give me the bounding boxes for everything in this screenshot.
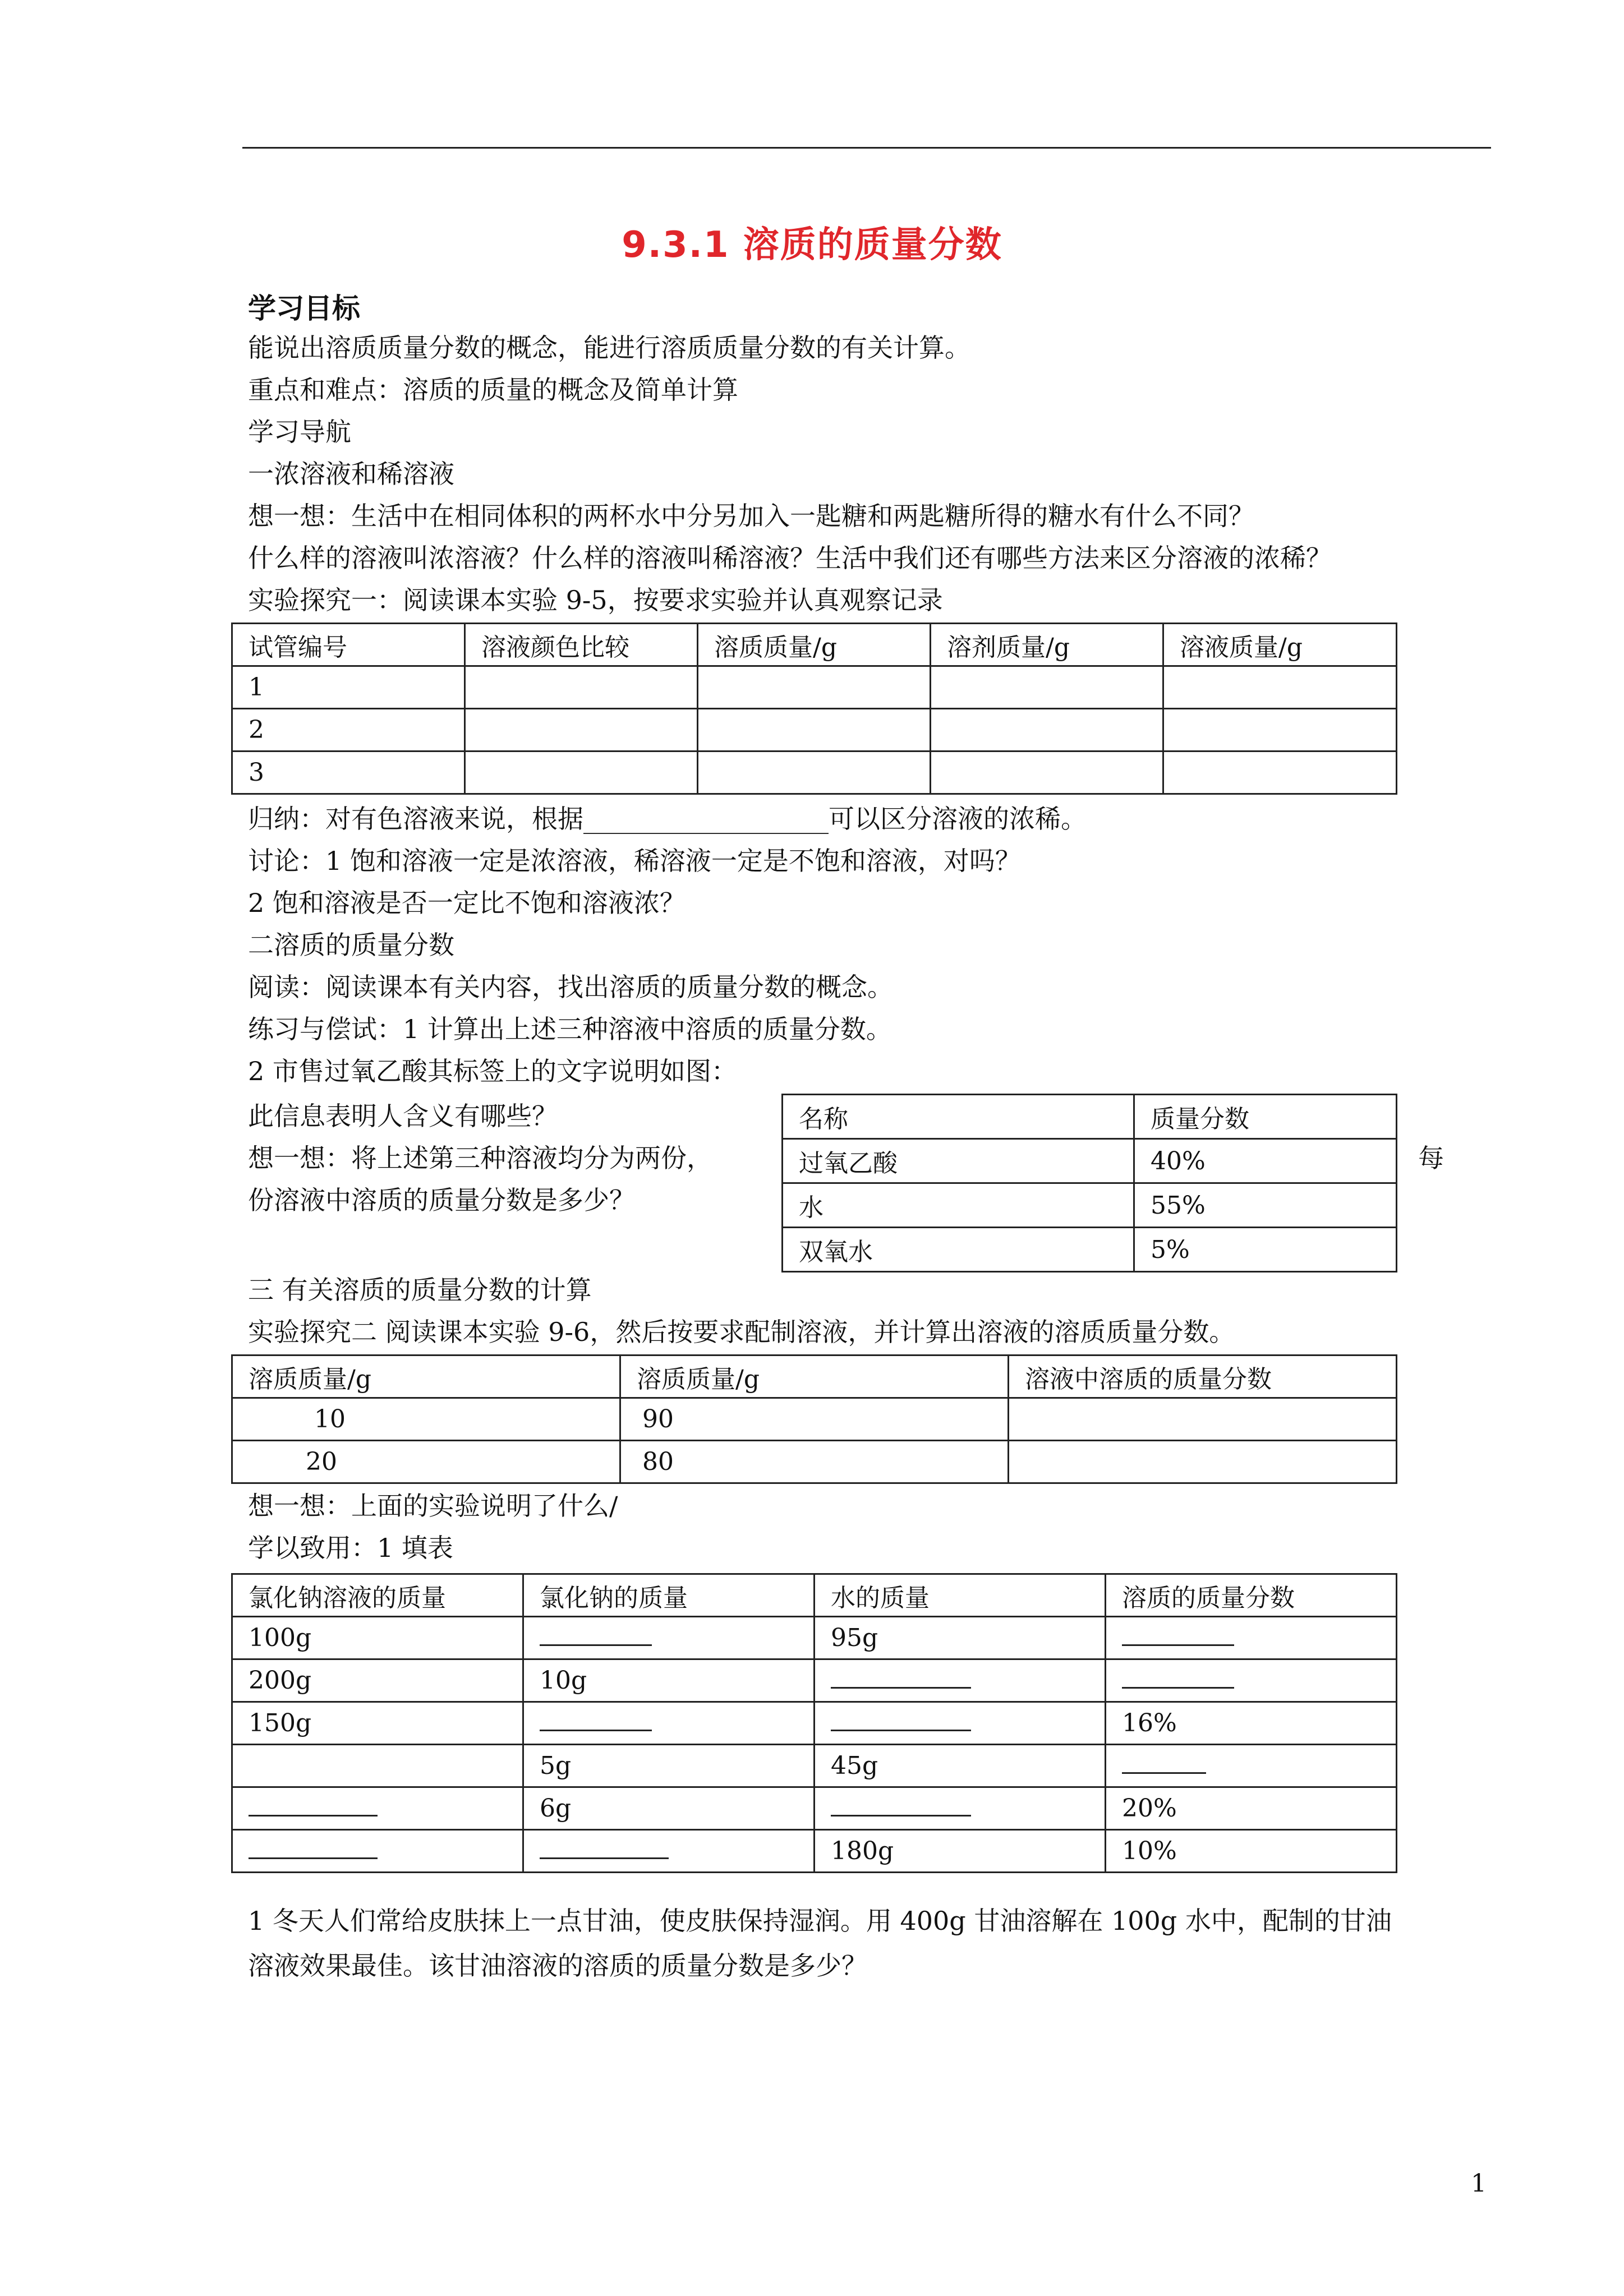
table-header-row bbox=[232, 1574, 1397, 1617]
table-header-cell: 溶质质量/g bbox=[698, 624, 931, 666]
blank-cell[interactable] bbox=[523, 1617, 815, 1659]
table-row bbox=[232, 1787, 1397, 1830]
table-header-cell: 名称 bbox=[783, 1095, 1134, 1139]
text-guide: 学习导航 bbox=[248, 417, 351, 447]
table-cell: 55% bbox=[1134, 1183, 1397, 1228]
blank-cell[interactable] bbox=[1106, 1659, 1397, 1702]
table-cell: 2 bbox=[232, 709, 465, 751]
table-row bbox=[783, 1228, 1397, 1272]
table-row bbox=[232, 1830, 1397, 1873]
label-table bbox=[781, 1094, 1397, 1273]
text-label-question-2: 此信息表明人含义有哪些？ bbox=[248, 1101, 558, 1131]
experiment-1-table bbox=[231, 623, 1397, 795]
table-cell: 80 bbox=[620, 1441, 1009, 1483]
table-row bbox=[783, 1139, 1397, 1183]
table-cell[interactable] bbox=[698, 709, 931, 751]
text-practice: 练习与偿试：1 计算出上述三种溶液中溶质的质量分数。 bbox=[248, 1014, 892, 1044]
table-cell[interactable] bbox=[1163, 666, 1397, 709]
text-problem-1a: 1 冬天人们常给皮肤抹上一点甘油，使皮肤保持湿润。用 400g 甘油溶解在 100g 水中，配制的甘油 bbox=[248, 1906, 1392, 1936]
table-cell: 5g bbox=[523, 1745, 815, 1787]
table-cell: 16% bbox=[1106, 1702, 1397, 1745]
header-rule bbox=[242, 147, 1491, 149]
answer-blank[interactable] bbox=[249, 1795, 378, 1816]
text-think-2b: 份溶液中溶质的质量分数是多少？ bbox=[248, 1185, 635, 1215]
table-header-cell: 溶质质量/g bbox=[620, 1356, 1009, 1398]
text-problem-1b: 溶液效果最佳。该甘油溶液的溶质的质量分数是多少？ bbox=[248, 1951, 867, 1981]
table-cell: 200g bbox=[232, 1659, 523, 1702]
table-cell[interactable] bbox=[931, 709, 1163, 751]
table-cell: 10% bbox=[1106, 1830, 1397, 1873]
text-discussion-1: 讨论：1 饱和溶液一定是浓溶液，稀溶液一定是不饱和溶液，对吗？ bbox=[248, 846, 1021, 876]
table-row bbox=[232, 709, 1397, 751]
answer-blank[interactable] bbox=[540, 1837, 669, 1859]
blank-cell[interactable] bbox=[815, 1659, 1106, 1702]
table-row bbox=[232, 1398, 1397, 1441]
text-section-1: 一浓溶液和稀溶液 bbox=[248, 459, 454, 489]
summary-prefix: 归纳：对有色溶液来说，根据 bbox=[248, 804, 583, 834]
answer-blank[interactable] bbox=[1122, 1624, 1234, 1646]
table-cell: 100g bbox=[232, 1617, 523, 1659]
table-cell: 20 bbox=[232, 1441, 620, 1483]
summary-blank[interactable]: ___________________ bbox=[583, 804, 829, 834]
answer-blank[interactable] bbox=[540, 1709, 652, 1731]
table-cell: 20% bbox=[1106, 1787, 1397, 1830]
table-cell: 10 bbox=[232, 1398, 620, 1441]
table-cell: 过氧乙酸 bbox=[783, 1139, 1134, 1183]
table-cell[interactable] bbox=[931, 751, 1163, 794]
table-header-cell: 水的质量 bbox=[815, 1574, 1106, 1617]
table-cell[interactable] bbox=[1163, 709, 1397, 751]
text-think-1: 想一想：生活中在相同体积的两杯水中分另加入一匙糖和两匙糖所得的糖水有什么不同？ bbox=[248, 501, 1254, 531]
text-discussion-2: 2 饱和溶液是否一定比不饱和溶液浓？ bbox=[248, 888, 686, 918]
table-row bbox=[232, 1617, 1397, 1659]
text-think-2-each: 每 bbox=[1418, 1143, 1444, 1173]
text-read: 阅读：阅读课本有关内容，找出溶质的质量分数的概念。 bbox=[248, 972, 893, 1002]
table-cell: 40% bbox=[1134, 1139, 1397, 1183]
table-header-row bbox=[783, 1095, 1397, 1139]
text-experiment-1: 实验探究一：阅读课本实验 9-5，按要求实验并认真观察记录 bbox=[248, 585, 943, 615]
fill-in-table bbox=[231, 1573, 1397, 1873]
table-header-row bbox=[232, 624, 1397, 666]
text-apply: 学以致用：1 填表 bbox=[248, 1533, 453, 1563]
table-cell[interactable] bbox=[698, 751, 931, 794]
experiment-2-table bbox=[231, 1354, 1397, 1484]
blank-cell[interactable] bbox=[1106, 1745, 1397, 1787]
text-key-points: 重点和难点：溶质的质量的概念及简单计算 bbox=[248, 375, 738, 405]
table-cell: 3 bbox=[232, 751, 465, 794]
table-row bbox=[232, 1702, 1397, 1745]
answer-blank[interactable] bbox=[831, 1667, 971, 1689]
blank-cell[interactable] bbox=[232, 1787, 523, 1830]
table-cell: 90 bbox=[620, 1398, 1009, 1441]
table-header-row bbox=[232, 1356, 1397, 1398]
table-cell: 10g bbox=[523, 1659, 815, 1702]
blank-cell[interactable] bbox=[815, 1787, 1106, 1830]
answer-blank[interactable] bbox=[249, 1837, 378, 1859]
blank-cell[interactable] bbox=[523, 1702, 815, 1745]
blank-cell[interactable] bbox=[523, 1830, 815, 1873]
table-cell[interactable] bbox=[1009, 1441, 1397, 1483]
text-think-3: 想一想：上面的实验说明了什么/ bbox=[248, 1491, 618, 1521]
text-summary bbox=[248, 802, 1087, 836]
table-cell: 150g bbox=[232, 1702, 523, 1745]
table-header-cell: 氯化钠溶液的质量 bbox=[232, 1574, 523, 1617]
table-cell: 1 bbox=[232, 666, 465, 709]
table-row bbox=[232, 1441, 1397, 1483]
table-cell: 45g bbox=[815, 1745, 1106, 1787]
table-header-cell: 溶液颜色比较 bbox=[465, 624, 698, 666]
answer-blank[interactable] bbox=[1122, 1667, 1234, 1689]
table-cell[interactable] bbox=[465, 666, 698, 709]
page-number: 1 bbox=[1471, 2169, 1487, 2198]
table-cell: 180g bbox=[815, 1830, 1106, 1873]
table-cell[interactable] bbox=[465, 709, 698, 751]
table-cell: 双氧水 bbox=[783, 1228, 1134, 1272]
table-cell[interactable] bbox=[698, 666, 931, 709]
table-row bbox=[232, 1745, 1397, 1787]
table-row bbox=[232, 1659, 1397, 1702]
text-section-3: 三 有关溶质的质量分数的计算 bbox=[248, 1275, 592, 1305]
table-cell: 水 bbox=[783, 1183, 1134, 1228]
text-think-2a: 想一想：将上述第三种溶液均分为两份， bbox=[248, 1143, 712, 1173]
table-cell: 95g bbox=[815, 1617, 1106, 1659]
table-header-cell: 溶质的质量分数 bbox=[1106, 1574, 1397, 1617]
text-goal: 能说出溶质质量分数的概念，能进行溶质质量分数的有关计算。 bbox=[248, 333, 970, 363]
answer-blank[interactable] bbox=[1122, 1752, 1206, 1774]
table-row bbox=[783, 1183, 1397, 1228]
table-cell[interactable] bbox=[465, 751, 698, 794]
table-row bbox=[232, 666, 1397, 709]
blank-cell[interactable] bbox=[1106, 1617, 1397, 1659]
table-cell: 6g bbox=[523, 1787, 815, 1830]
table-row bbox=[232, 751, 1397, 794]
table-cell[interactable] bbox=[931, 666, 1163, 709]
section-heading-goals: 学习目标 bbox=[248, 292, 360, 325]
table-cell[interactable] bbox=[1009, 1398, 1397, 1441]
answer-blank[interactable] bbox=[831, 1795, 971, 1816]
table-header-cell: 溶液中溶质的质量分数 bbox=[1009, 1356, 1397, 1398]
summary-suffix: 可以区分溶液的浓稀。 bbox=[829, 804, 1087, 834]
text-experiment-2: 实验探究二 阅读课本实验 9-6，然后按要求配制溶液，并计算出溶液的溶质质量分数。 bbox=[248, 1317, 1235, 1347]
table-cell: 5% bbox=[1134, 1228, 1397, 1272]
table-header-cell: 氯化钠的质量 bbox=[523, 1574, 815, 1617]
table-header-cell: 溶质质量/g bbox=[232, 1356, 620, 1398]
table-header-cell: 试管编号 bbox=[232, 624, 465, 666]
page-title: 9.3.1 溶质的质量分数 bbox=[622, 224, 1002, 266]
table-header-cell: 溶剂质量/g bbox=[931, 624, 1163, 666]
table-header-cell: 质量分数 bbox=[1134, 1095, 1397, 1139]
answer-blank[interactable] bbox=[540, 1624, 652, 1646]
text-section-2: 二溶质的质量分数 bbox=[248, 930, 454, 960]
text-question-1: 什么样的溶液叫浓溶液？什么样的溶液叫稀溶液？生活中我们还有哪些方法来区分溶液的浓稀？ bbox=[248, 543, 1332, 573]
table-cell[interactable] bbox=[1163, 751, 1397, 794]
blank-cell[interactable] bbox=[232, 1830, 523, 1873]
text-label-question: 2 市售过氧乙酸其标签上的文字说明如图： bbox=[248, 1056, 737, 1086]
answer-blank[interactable] bbox=[831, 1709, 971, 1731]
blank-cell[interactable] bbox=[815, 1702, 1106, 1745]
table-cell[interactable] bbox=[232, 1745, 523, 1787]
table-header-cell: 溶液质量/g bbox=[1163, 624, 1397, 666]
